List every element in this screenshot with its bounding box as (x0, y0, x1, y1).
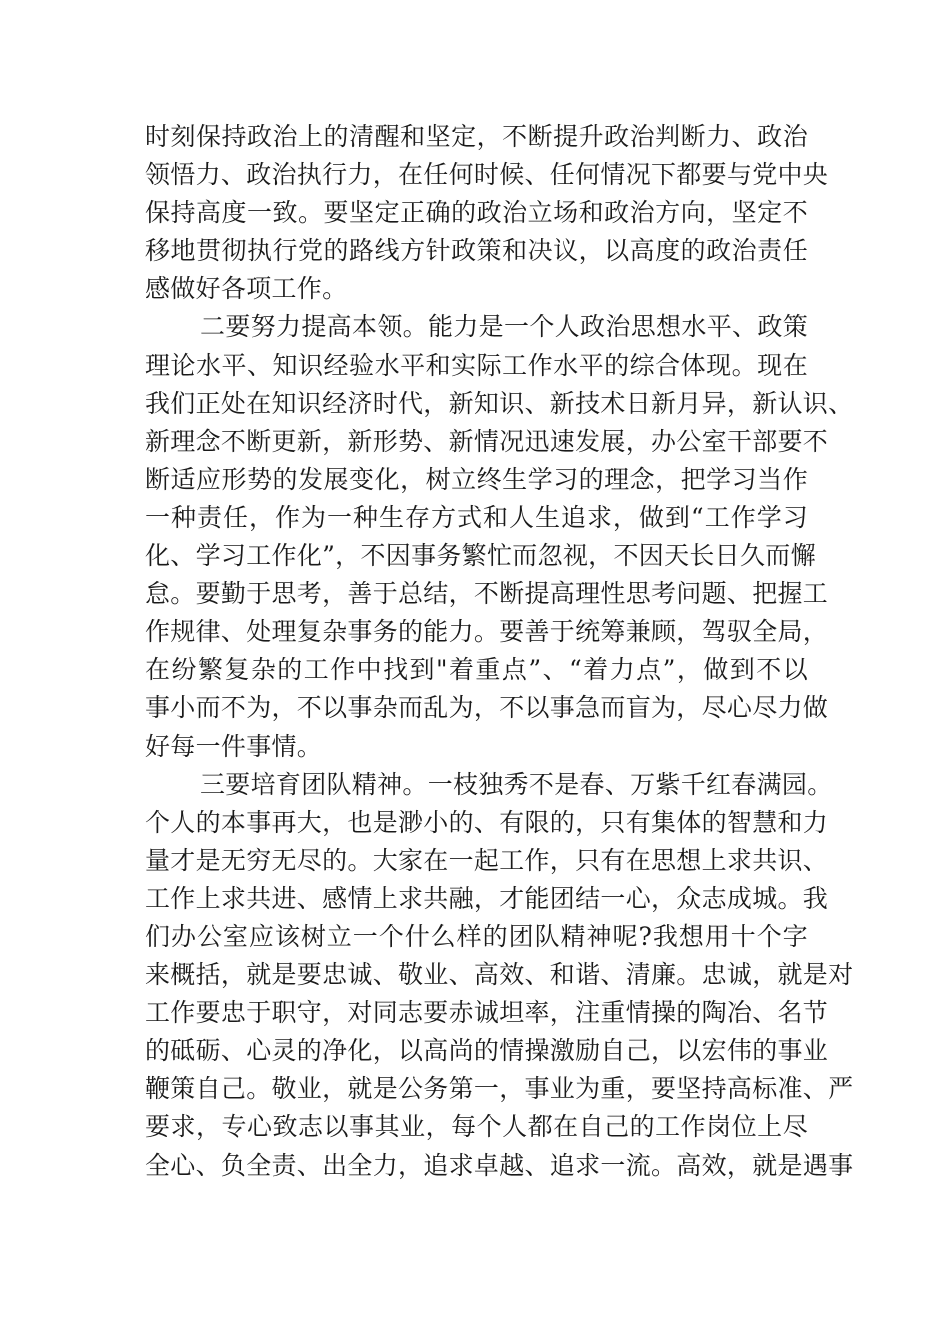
paragraph-3-line-5: 们办公室应该树立一个什么样的团队精神呢?我想用十个字 (145, 921, 808, 951)
paragraph-1-line-5: 感做好各项工作。 (145, 274, 348, 304)
paragraph-2-line-9: 作规律、处理复杂事务的能力。要善于统筹兼顾，驾驭全局， (145, 617, 829, 647)
paragraph-1-line-4: 移地贯彻执行党的路线方针政策和决议，以高度的政治责任 (145, 236, 808, 266)
paragraph-2-line-5: 断适应形势的发展变化，树立终生学习的理念，把学习当作 (145, 464, 808, 494)
paragraph-2-line-1: 二要努力提高本领。能力是一个人政治思想水平、政策 (200, 312, 808, 342)
paragraph-1-line-2: 领悟力、政治执行力，在任何时候、任何情况下都要与党中央 (145, 160, 829, 190)
paragraph-3-line-11: 全心、负全责、出全力，追求卓越、追求一流。高效，就是遇事 (145, 1150, 854, 1180)
paragraph-1-line-3: 保持高度一致。要坚定正确的政治立场和政治方向，坚定不 (145, 198, 808, 228)
paragraph-3-line-9: 鞭策自己。敬业，就是公务第一，事业为重，要坚持高标准、严 (145, 1074, 854, 1104)
paragraph-3-line-8: 的砥砺、心灵的净化，以高尚的情操激励自己，以宏伟的事业 (145, 1036, 829, 1066)
paragraph-3-line-3: 量才是无穷无尽的。大家在一起工作，只有在思想上求共识、 (145, 845, 829, 875)
paragraph-2-line-11: 事小而不为，不以事杂而乱为，不以事急而盲为，尽心尽力做 (145, 693, 829, 723)
document-body (145, 118, 854, 1185)
paragraph-2-line-4: 新理念不断更新，新形势、新情况迅速发展，办公室干部要不 (145, 426, 829, 456)
paragraph-2-line-10: 在纷繁复杂的工作中找到"着重点”、“着力点”，做到不以 (145, 655, 808, 685)
paragraph-3-line-4: 工作上求共进、感情上求共融，才能团结一心，众志成城。我 (145, 883, 829, 913)
paragraph-3-line-2: 个人的本事再大，也是渺小的、有限的，只有集体的智慧和力 (145, 807, 829, 837)
paragraph-2-line-12: 好每一件事情。 (145, 731, 323, 761)
paragraph-2-line-7: 化、学习工作化”，不因事务繁忙而忽视，不因天长日久而懈 (145, 541, 816, 571)
paragraph-1-line-1: 时刻保持政治上的清醒和坚定，不断提升政治判断力、政治 (145, 122, 808, 151)
paragraph-2-line-3: 我们正处在知识经济时代，新知识、新技术日新月异，新认识、 (145, 388, 854, 418)
paragraph-3-line-1: 三要培育团队精神。一枝独秀不是春、万紫千红春满园。 (200, 769, 833, 799)
paragraph-3-line-10: 要求，专心致志以事其业，每个人都在自己的工作岗位上尽 (145, 1112, 808, 1142)
paragraph-2-line-8: 怠。要勤于思考，善于总结，不断提高理性思考问题、把握工 (145, 579, 829, 609)
paragraph-2-line-2: 理论水平、知识经验水平和实际工作水平的综合体现。现在 (145, 350, 808, 380)
paragraph-3-line-7: 工作要忠于职守，对同志要赤诚坦率，注重情操的陶冶、名节 (145, 998, 829, 1028)
paragraph-3-line-6: 来概括，就是要忠诚、敬业、高效、和谐、清廉。忠诚，就是对 (145, 960, 854, 990)
paragraph-2-line-6: 一种责任，作为一种生存方式和人生追求，做到“工作学习 (145, 502, 808, 532)
